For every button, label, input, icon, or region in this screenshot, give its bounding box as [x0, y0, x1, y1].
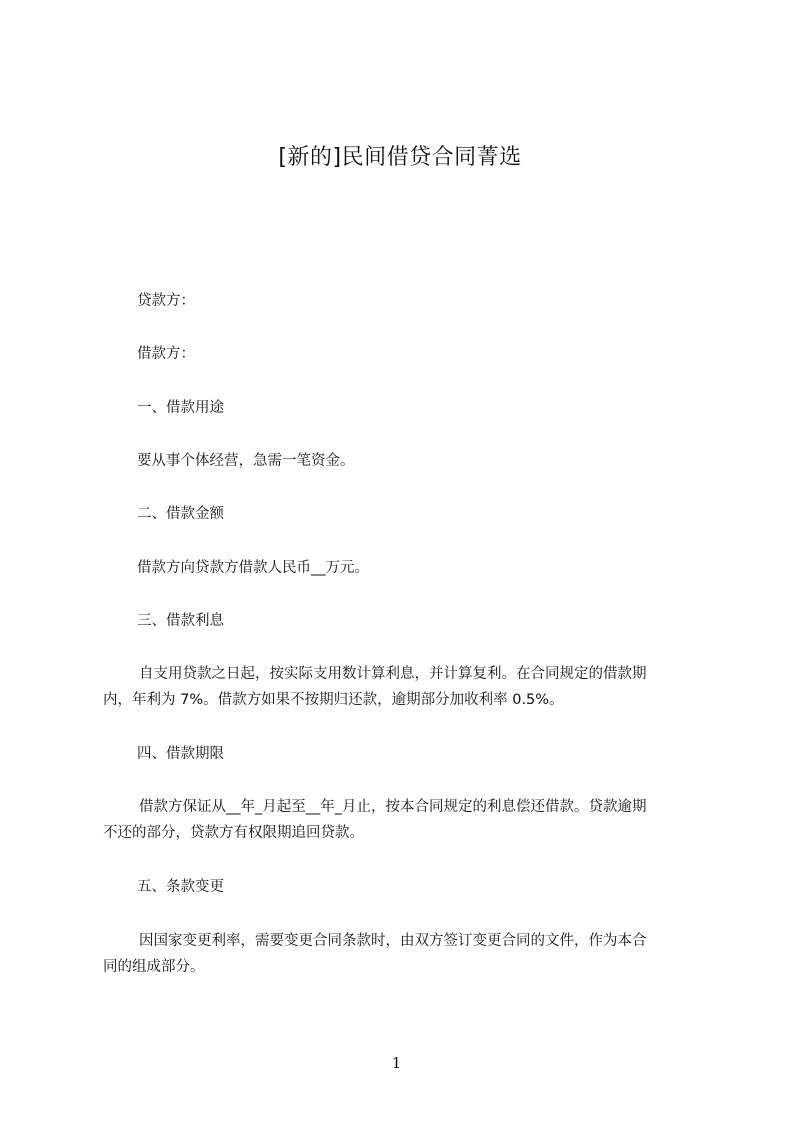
section-body-interest	[103, 661, 703, 713]
section-body-amendment	[103, 928, 703, 980]
paragraph-line: 不还的部分，贷款方有权限期追回贷款。	[103, 825, 364, 841]
section-heading-amount: 二、借款金额	[137, 506, 224, 522]
section-heading-purpose: 一、借款用途	[137, 400, 224, 416]
section-body-amount: 借款方向贷款方借款人民币__万元。	[137, 560, 369, 576]
paragraph-line: 内，年利为 7%。借款方如果不按期归还款，逾期部分加收利率 0.5%。	[103, 692, 564, 708]
lender-label: 贷款方：	[137, 293, 195, 309]
section-body-purpose: 要从事个体经营，急需一笔资金。	[137, 453, 355, 469]
paragraph-line: 因国家变更利率，需要变更合同条款时，由双方签订变更合同的文件，作为本合	[139, 933, 647, 949]
page-number: 1	[391, 1054, 402, 1072]
paragraph-line: 自支用贷款之日起，按实际支用数计算利息，并计算复利。在合同规定的借款期	[139, 666, 647, 682]
section-body-term	[103, 794, 703, 846]
borrower-label: 借款方：	[137, 346, 195, 362]
document-title: [新的]民间借贷合同菁选	[278, 145, 522, 170]
section-heading-interest: 三、借款利息	[137, 613, 224, 629]
section-heading-amendment: 五、条款变更	[137, 879, 224, 895]
paragraph-line: 借款方保证从__年_月起至__年_月止，按本合同规定的利息偿还借款。贷款逾期	[139, 799, 647, 815]
paragraph-line: 同的组成部分。	[103, 959, 205, 975]
section-heading-term: 四、借款期限	[137, 746, 224, 762]
